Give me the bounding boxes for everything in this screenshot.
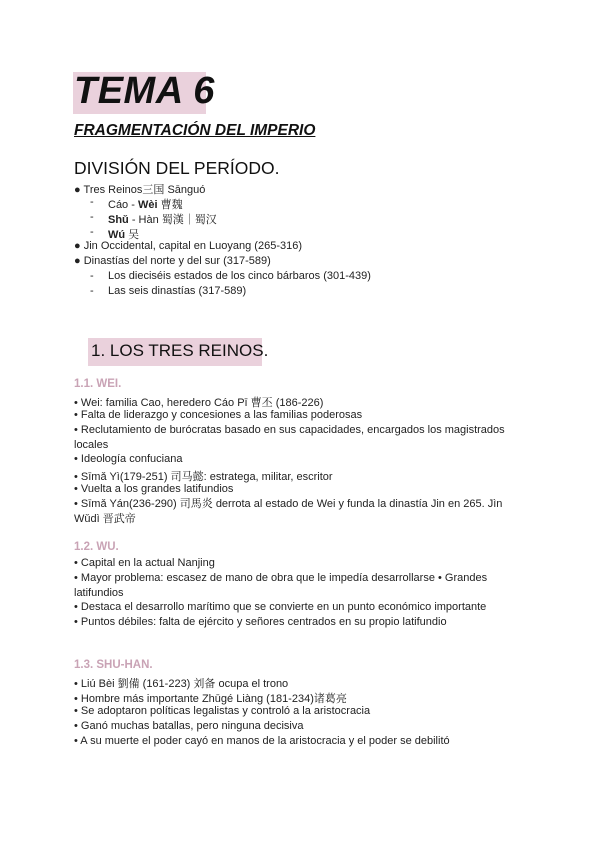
list-item-wu: Wú 吴: [108, 229, 140, 241]
list-item: • Mayor problema: escasez de mano de obra que le impedía desarrollarse • Grandes latifundios: [74, 572, 488, 599]
list-item: ● Dinastías del norte y del sur (317-589): [74, 255, 271, 267]
list-item: • Capital en la actual Nanjing: [74, 557, 215, 569]
subsection-heading: 1.2. WU.: [74, 541, 119, 553]
list-item: • Se adoptaron políticas legalistas y controló a la aristocracia: [74, 705, 371, 717]
list-item: • Sīmǎ Yì(179-251) 司马懿: estratega, militar, escritor: [74, 471, 333, 483]
list-item: ● Jin Occidental, capital en Luoyang (265-316): [74, 240, 303, 252]
list-item: Los dieciséis estados de los cinco bárbaros (301-439): [108, 270, 371, 282]
list-item: • Falta de liderazgo y concesiones a las familias poderosas: [74, 409, 363, 421]
list-item: • Puntos débiles: falta de ejército y señores centrados en su propio latifundio: [74, 616, 447, 628]
subsection-heading: 1.3. SHU-HAN.: [74, 659, 153, 671]
page-subtitle: FRAGMENTACIÓN DEL IMPERIO: [74, 122, 316, 139]
list-item: • Wei: familia Cao, heredero Cáo Pī 曹丕 (186-226): [74, 397, 324, 409]
dash: -: [90, 270, 94, 282]
list-item-cao: Cáo - Wèi 曹魏: [108, 199, 183, 211]
list-item: • Reclutamiento de burócratas basado en sus capacidades, encargados los magistrados locales: [74, 424, 505, 451]
division-heading: DIVISIÓN DEL PERÍODO.: [74, 158, 280, 178]
subsection-heading: 1.1. WEI.: [74, 378, 122, 390]
dash: -: [90, 211, 94, 223]
list-item: • Ganó muchas batallas, pero ninguna decisiva: [74, 720, 304, 732]
list-item: • Vuelta a los grandes latifundios: [74, 483, 234, 495]
dash: -: [90, 196, 94, 208]
list-item: • Hombre más importante Zhūgé Liàng (181-234)诸葛亮: [74, 693, 347, 705]
list-item: • Sīmǎ Yán(236-290) 司馬炎 derrota al estado de Wei y funda la dinastía Jin en 265. Jìn Wǔdì 晋武帝: [74, 498, 503, 525]
list-item-shu: Shǔ - Hàn 蜀漢｜蜀汉: [108, 214, 217, 226]
list-item: • A su muerte el poder cayó en manos de la aristocracia y el poder se debilitó: [74, 735, 450, 747]
dash: -: [90, 285, 94, 297]
dash: -: [90, 226, 94, 238]
list-item: • Destaca el desarrollo marítimo que se convierte en un punto económico importante: [74, 601, 487, 613]
page-title: TEMA 6: [74, 70, 215, 112]
list-item: ● Tres Reinos三国 Sānguó: [74, 184, 206, 196]
list-item: Las seis dinastías (317-589): [108, 285, 247, 297]
section-title: 1. LOS TRES REINOS.: [91, 341, 269, 360]
list-item: • Liú Bèi 劉備 (161-223) 刘备 ocupa el trono: [74, 678, 289, 690]
list-item: • Ideología confuciana: [74, 453, 183, 465]
